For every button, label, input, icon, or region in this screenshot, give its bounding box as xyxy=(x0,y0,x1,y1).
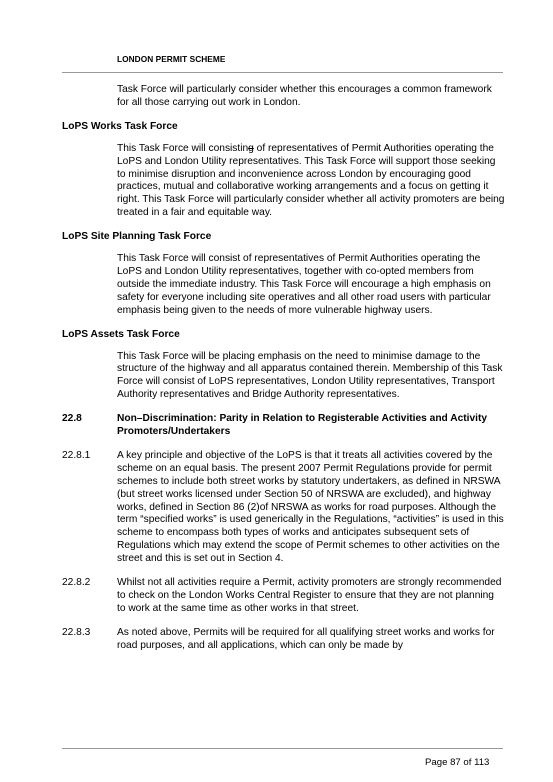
section-number: 22.8.1 xyxy=(62,449,91,461)
assets-task-force-heading: LoPS Assets Task Force xyxy=(62,328,180,340)
site-planning-task-force-paragraph: This Task Force will consist of representatives of Permit Authorities operating the LoPS and London Utility representatives, together with co-opted members from outside the immediate industry. This Task Force will encourage a high emphasis on safety for everyone including site operatives and all other road users with particular emphasis being given to the needs of more vulnerable highway users. xyxy=(117,253,491,316)
running-header: LONDON PERMIT SCHEME xyxy=(117,54,226,64)
works-task-force-paragraph xyxy=(117,143,505,220)
section-number: 22.8.3 xyxy=(62,626,91,638)
section-title: Non–Discrimination: Parity in Relation to Registerable Activities and Activity Promoters/Undertakers xyxy=(117,413,488,438)
works-task-force-heading: LoPS Works Task Force xyxy=(62,120,178,132)
works-text-rest: of representatives of Permit Authorities operating the LoPS and London Utility representatives. This Task Force will support those seeking to minimise disruption and inconvenience across London by encouraging good practices, mutual and collaborative working arrangements and a focus on getting it right. This Task Force will particularly consider whether all activity promoters are being treated in a fair and equitable way. xyxy=(117,142,505,219)
page-number: Page 87 of 113 xyxy=(425,757,490,768)
section-text: Whilst not all activities require a Permit, activity promoters are strongly recommended to check on the London Works Central Register to ensure that they are not planning to work at the same time as other works in that street. xyxy=(117,577,502,614)
assets-task-force-paragraph: This Task Force will be placing emphasis on the need to minimise damage to the structure of the highway and all apparatus contained therein. Membership of this Task Force will consist of LoPS representatives, London Utility representatives, Transport Authority representatives and Bridge Authority representatives. xyxy=(117,350,503,401)
document-body xyxy=(0,84,553,653)
section-22-8-heading xyxy=(0,413,553,439)
section-text: As noted above, Permits will be required for all qualifying street works and works for road purposes, and all applications, which can only be made by xyxy=(117,626,495,651)
section-text: A key principle and objective of the LoPS is that it treats all activities covered by the scheme on an equal basis. The present 2007 Permit Regulations provide for permit schemes to include both street works by statutory undertakers, as defined in NRSWA (but street works licensed under Section 50 of NRSWA are excluded), and highway works, defined in Section 86 (2)of NRSWA as works for road purposes. Although the term “specified works” is used generically in the Regulations, “activities” is used in this scheme to encompass both types of works and anticipates subsequent sets of Regulations which may extend the scope of Permit schemes to other activities on the street and this is set out in Section 4. xyxy=(117,449,504,565)
works-text-strikethrough: g xyxy=(248,142,254,154)
works-text-start: This Task Force will consistin xyxy=(117,142,249,154)
site-planning-task-force-heading: LoPS Site Planning Task Force xyxy=(62,231,212,243)
footer-rule xyxy=(62,748,503,749)
section-22-8-3 xyxy=(0,627,553,653)
section-number: 22.8.2 xyxy=(62,577,91,589)
section-number: 22.8 xyxy=(62,413,82,425)
section-22-8-1 xyxy=(0,450,553,566)
header-rule xyxy=(62,72,503,73)
intro-paragraph: Task Force will particularly consider whether this encourages a common framework for all those carrying out work in London. xyxy=(117,84,492,108)
section-22-8-2 xyxy=(0,577,553,616)
